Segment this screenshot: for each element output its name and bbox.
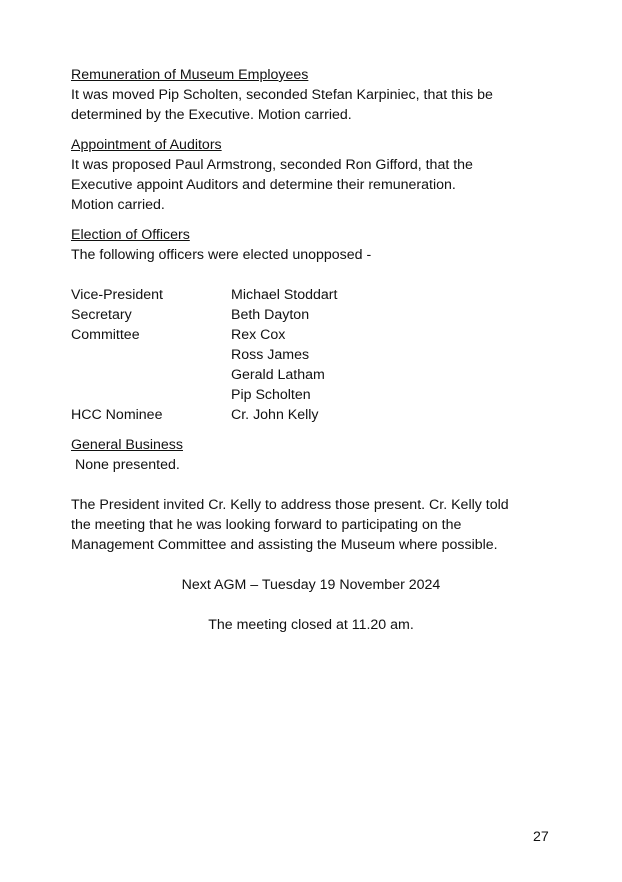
officer-row (71, 325, 561, 345)
closing-paragraph (71, 495, 561, 555)
document-page (71, 65, 561, 635)
officer-name: Ross James (231, 347, 310, 363)
officer-row (71, 405, 561, 425)
closing-line-1: The President invited Cr. Kelly to address those present. Cr. Kelly told (71, 497, 509, 513)
officer-role (71, 365, 231, 385)
officers-table (71, 285, 561, 425)
general-business-text: None presented. (71, 457, 180, 473)
officer-row (71, 365, 561, 385)
meeting-closed: The meeting closed at 11.20 am. (208, 617, 414, 633)
officer-row (71, 385, 561, 405)
general-business-heading: General Business (71, 437, 183, 453)
officer-name: Cr. John Kelly (231, 407, 319, 423)
page-number: 27 (533, 829, 549, 845)
election-heading: Election of Officers (71, 227, 190, 243)
officer-role: Secretary (71, 307, 132, 323)
election-section (71, 225, 561, 265)
auditors-line-3: Motion carried. (71, 197, 165, 213)
general-business-section (71, 435, 561, 475)
officer-row (71, 305, 561, 325)
closing-line-3: Management Committee and assisting the Museum where possible. (71, 537, 498, 553)
officer-role: HCC Nominee (71, 407, 163, 423)
officer-name: Gerald Latham (231, 367, 325, 383)
officer-name: Rex Cox (231, 327, 286, 343)
officer-role: Vice-President (71, 287, 164, 303)
auditors-line-1: It was proposed Paul Armstrong, seconded Ron Gifford, that the (71, 157, 473, 173)
next-agm: Next AGM – Tuesday 19 November 2024 (181, 577, 441, 593)
remuneration-line-1: It was moved Pip Scholten, seconded Stefan Karpiniec, that this be (71, 87, 493, 103)
officer-role: Committee (71, 327, 140, 343)
closing-line-2: the meeting that he was looking forward to participating on the (71, 517, 462, 533)
remuneration-heading: Remuneration of Museum Employees (71, 67, 309, 83)
auditors-heading: Appointment of Auditors (71, 137, 222, 153)
auditors-line-2: Executive appoint Auditors and determine their remuneration. (71, 177, 456, 193)
officer-row (71, 285, 561, 305)
auditors-section (71, 135, 561, 215)
officer-name: Michael Stoddart (231, 287, 338, 303)
officer-role (71, 345, 231, 365)
officer-row (71, 345, 561, 365)
officer-role (71, 385, 231, 405)
officer-name: Pip Scholten (231, 387, 311, 403)
officer-name: Beth Dayton (231, 307, 310, 323)
remuneration-line-2: determined by the Executive. Motion carried. (71, 107, 352, 123)
remuneration-section (71, 65, 561, 125)
election-line-1: The following officers were elected unopposed - (71, 247, 372, 263)
